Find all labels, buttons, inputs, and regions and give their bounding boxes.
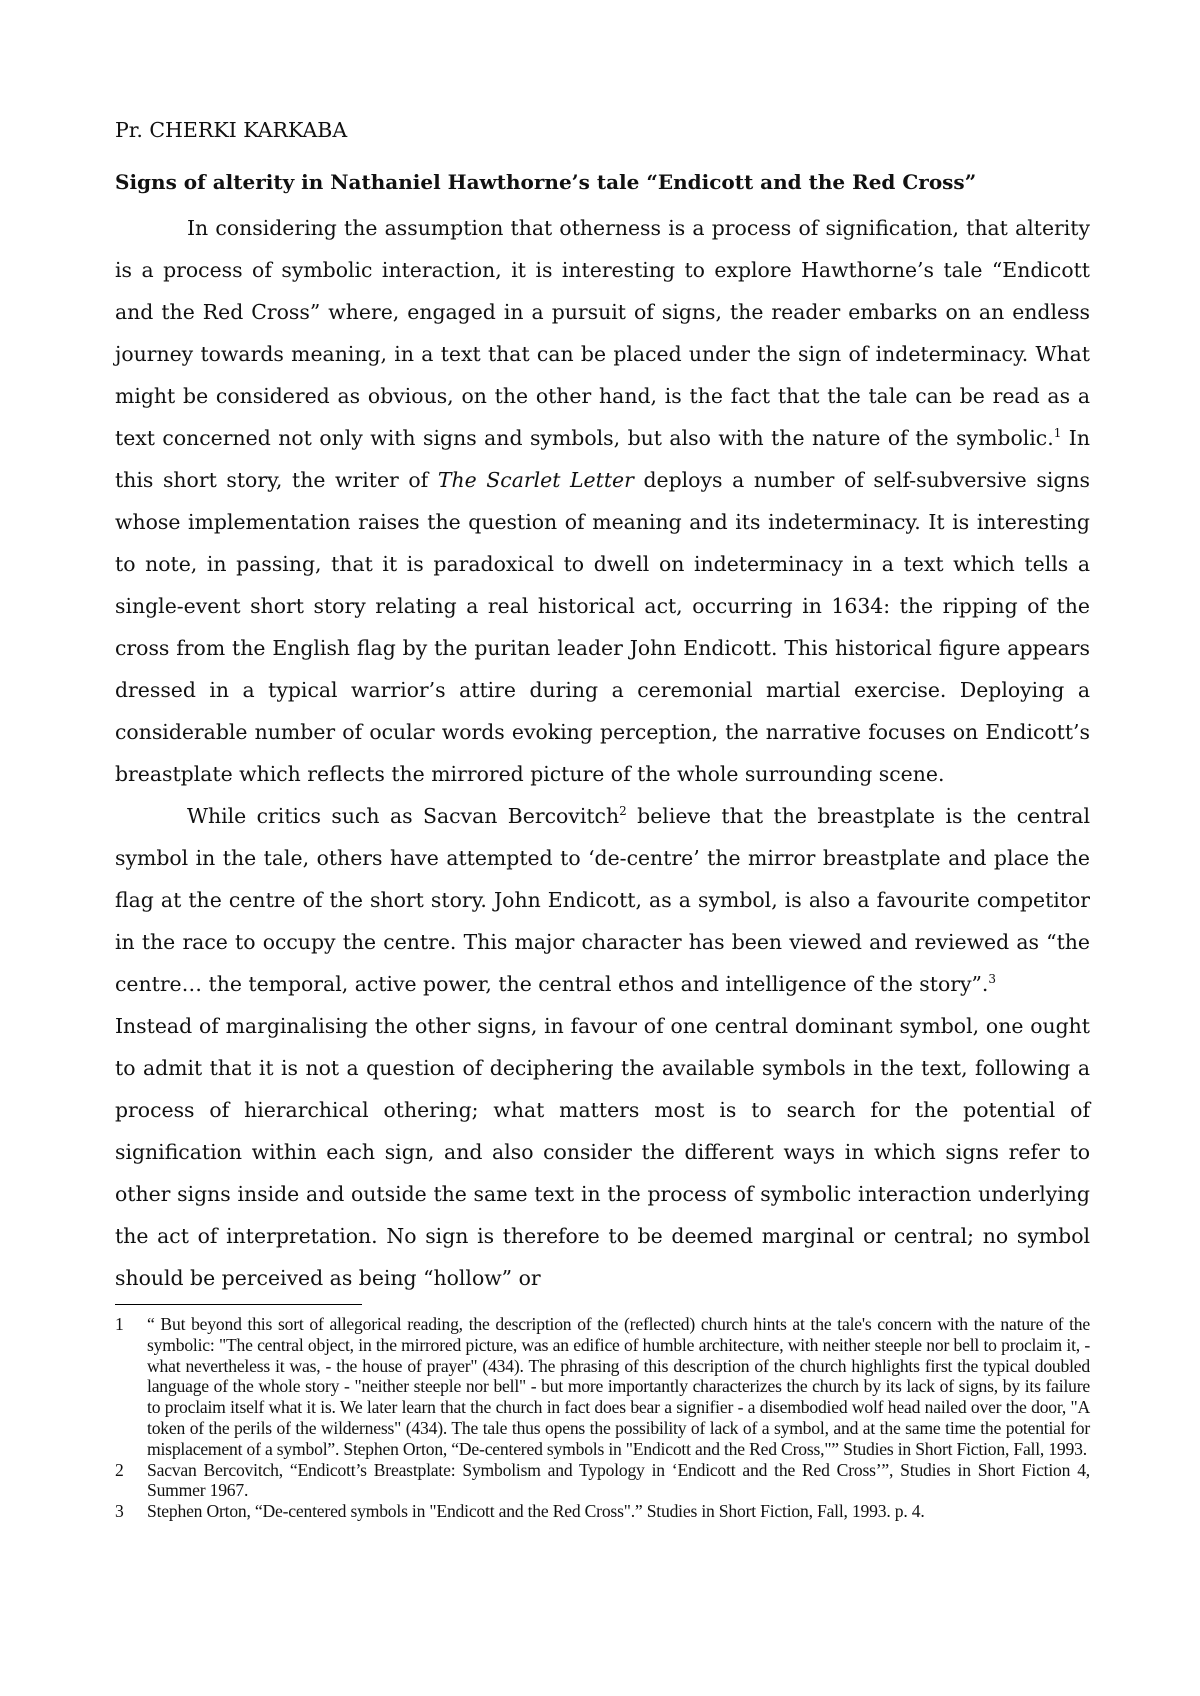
paragraph-1 (115, 207, 1090, 795)
paragraph-1-part-b: In this short story, the writer of (115, 426, 1090, 492)
footnote-text: “ But beyond this sort of allegorical reading, the description of the (reflected) church hints at the tale's concern with the nature of the symbolic: "The central object, in the mirrored picture, was an edifice of humble architecture, with neither steeple nor bell to proclaim it, - what nevertheless it was, - the house of prayer" (434). The phrasing of this description of the church highlights first the typical doubled language of the whole story - "neither steeple nor bell" - but more importantly characterizes the church by its lack of signs, by its failure to proclaim itself what it is. We later learn that the church in fact does bear a signifier - a disembodied wolf head nailed over the door, "A token of the perils of the wilderness" (434). The tale thus opens the possibility of lack of a symbol, and at the same time the potential for misplacement of a symbol”. Stephen Orton, “De-centered symbols in "Endicott and the Red Cross,"” Studies in Short Fiction, Fall, 1993. (147, 1314, 1090, 1459)
footnote-ref-1[interactable]: 1 (1053, 426, 1062, 440)
author-name: Pr. CHERKI KARKABA (115, 118, 348, 142)
footnote-2 (115, 1460, 1090, 1502)
paragraph-1-part-a: In considering the assumption that otherness is a process of signification, that alterity is a process of symbolic interaction, it is interesting to explore Hawthorne’s tale “Endicott and the Red Cross” where, engaged in a pursuit of signs, the reader embarks on an endless journey towards meaning, in a text that can be placed under the sign of indeterminacy. What might be considered as obvious, on the other hand, is the fact that the tale can be read as a text concerned not only with signs and symbols, but also with the nature of the symbolic. (115, 216, 1090, 450)
footnote-text: Sacvan Bercovitch, “Endicott’s Breastplate: Symbolism and Typology in ‘Endicott and the Red Cross’”, Studies in Short Fiction 4, Summer 1967. (147, 1459, 1090, 1501)
footnote-separator (115, 1304, 362, 1305)
paragraph-3: Instead of marginalising the other signs, in favour of one central dominant symbol, one ought to admit that it is not a question of deciphering the available symbols in the text, following a process of hierarchical othering; what matters most is to search for the potential of signification within each sign, and also consider the different ways in which signs refer to other signs inside and outside the same text in the process of symbolic interaction underlying the act of interpretation. No sign is therefore to be deemed marginal or central; no symbol should be perceived as being “hollow” or (115, 1014, 1090, 1290)
footnote-1 (115, 1314, 1090, 1460)
footnotes (115, 1314, 1090, 1522)
footnote-ref-2[interactable]: 2 (619, 804, 627, 818)
footnote-ref-3[interactable]: 3 (988, 972, 997, 986)
footnote-number: 2 (115, 1459, 124, 1480)
paragraph-1-part-c: deploys a number of self-subversive signs whose implementation raises the question of meaning and its indeterminacy. It is interesting to note, in passing, that it is paradoxical to dwell on indeterminacy in a text which tells a single-event short story relating a real historical act, occurring in 1634: the ripping of the cross from the English flag by the puritan leader John Endicott. This historical figure appears dressed in a typical warrior’s attire during a ceremonial martial exercise. Deploying a considerable number of ocular words evoking perception, the narrative focuses on Endicott’s breastplate which reflects the mirrored picture of the whole surrounding scene. (115, 468, 1091, 786)
footnote-text: Stephen Orton, “De-centered symbols in "Endicott and the Red Cross".” Studies in Short Fiction, Fall, 1993. p. 4. (147, 1501, 925, 1522)
document-title: Signs of alterity in Nathaniel Hawthorne’s tale “Endicott and the Red Cross” (115, 170, 977, 194)
footnote-3 (115, 1501, 1090, 1522)
book-title: The Scarlet Letter (437, 468, 634, 492)
paragraph-2 (115, 795, 1090, 1005)
body-text (115, 207, 1090, 1299)
footnote-number: 1 (115, 1314, 124, 1334)
footnote-number: 3 (115, 1501, 124, 1522)
paragraph-2-part-b: believe that the breastplate is the central symbol in the tale, others have attempted to ‘de-centre’ the mirror breastplate and place the flag at the centre of the short story. John Endicott, as a symbol, is also a favourite competitor in the race to occupy the centre. This major character has been viewed and reviewed as “the centre… the temporal, active power, the central ethos and intelligence of the story”. (115, 804, 1090, 996)
paragraph-2-part-a: While critics such as Sacvan Bercovitch (187, 804, 620, 828)
